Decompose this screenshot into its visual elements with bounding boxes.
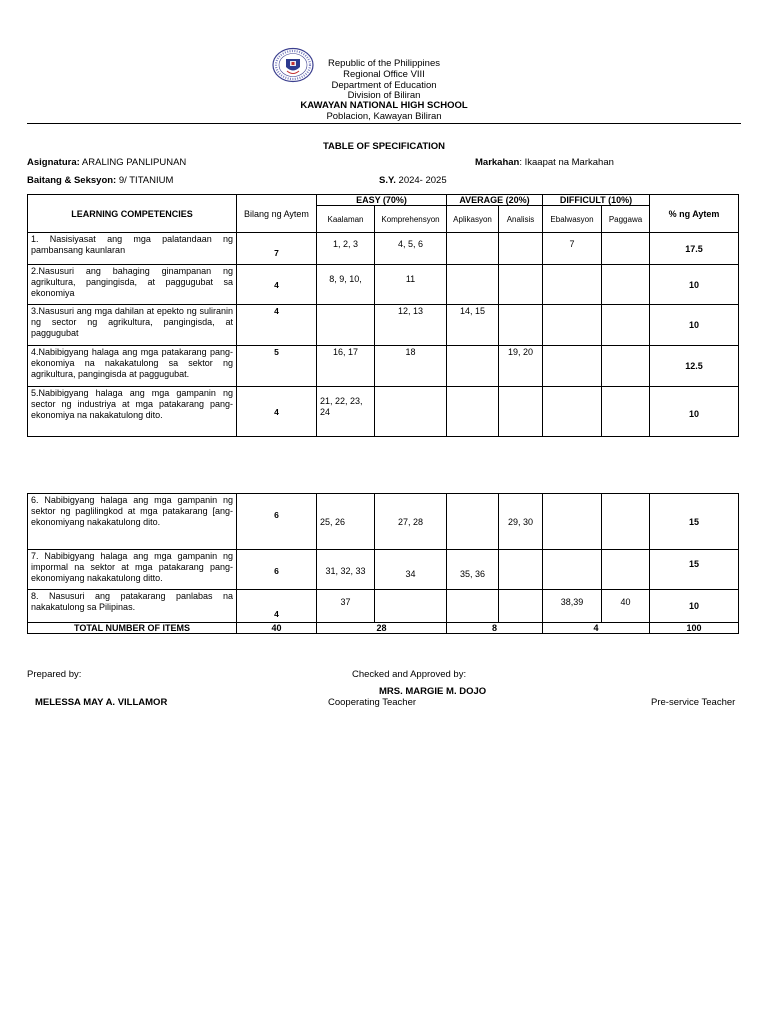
header-kaalaman: Kaalaman [317, 206, 375, 233]
paggawa-cell [602, 305, 650, 346]
komprehensyon-cell [375, 387, 447, 437]
total-difficult: 4 [543, 623, 650, 634]
ebalwasyon-cell [543, 550, 602, 590]
items-count: 4 [237, 387, 317, 437]
header-easy: EASY (70%) [317, 195, 447, 206]
analisis-cell [499, 387, 543, 437]
komprehensyon-cell: 27, 28 [375, 494, 447, 550]
ebalwasyon-cell: 7 [543, 233, 602, 265]
paggawa-cell [602, 387, 650, 437]
sy-value: 2024- 2025 [398, 175, 447, 186]
baitang-line [27, 175, 173, 186]
table-row [28, 590, 739, 623]
percent-cell: 15 [650, 494, 739, 550]
items-count: 6 [237, 494, 317, 550]
competency-text: 4.Nabibigyang halaga ang mga patakarang pang-ekonomiya na nakakatulong sa sektor ng agrikultura, pangingisda at paggugubat. [28, 346, 237, 387]
aplikasyon-cell [447, 346, 499, 387]
aplikasyon-cell [447, 494, 499, 550]
competency-text: 8. Nasusuri ang patakarang panlabas na nakakatulong sa Pilipinas. [28, 590, 237, 623]
items-count: 6 [237, 550, 317, 590]
competency-text: 6. Nabibigyang halaga ang mga gampanin ng sektor ng paglilingkod at mga patakarang [ang-ekonomiyang nakakatulong dito. [28, 494, 237, 550]
ebalwasyon-cell [543, 305, 602, 346]
paggawa-cell [602, 265, 650, 305]
specification-table-part-2 [27, 493, 739, 634]
school-year-line [379, 175, 447, 186]
kaalaman-cell: 8, 9, 10, [317, 265, 375, 305]
competency-text: 5.Nabibigyang halaga ang mga gampanin ng sector ng industriya at mga patakarang pang-ekonomiya na nakakatulong dito. [28, 387, 237, 437]
baitang-value: 9/ TITANIUM [118, 175, 174, 186]
paggawa-cell: 40 [602, 590, 650, 623]
total-easy: 28 [317, 623, 447, 634]
kaalaman-cell: 31, 32, 33 [317, 550, 375, 590]
items-count: 7 [237, 233, 317, 265]
table-row [28, 265, 739, 305]
table-row [28, 346, 739, 387]
header-percent-ng-aytem: % ng Aytem [650, 195, 739, 233]
approver-name: MRS. MARGIE M. DOJO [379, 686, 487, 697]
table-row [28, 387, 739, 437]
ebalwasyon-cell [543, 494, 602, 550]
competency-text: 3.Nasusuri ang mga dahilan at epekto ng suliranin ng sector ng agrikultura, pangingisda, at paggugubat [28, 305, 237, 346]
ebalwasyon-cell [543, 387, 602, 437]
aplikasyon-cell: 35, 36 [447, 550, 499, 590]
total-percent: 100 [650, 623, 739, 634]
markahan-value: : Ikaapat na Markahan [519, 157, 614, 168]
total-row [28, 623, 739, 634]
aplikasyon-cell [447, 233, 499, 265]
percent-cell: 10 [650, 590, 739, 623]
competency-text: 1. Nasisiyasat ang mga palatandaan ng pambansang kaunlaran [28, 233, 237, 265]
analisis-cell [499, 305, 543, 346]
komprehensyon-cell: 4, 5, 6 [375, 233, 447, 265]
analisis-cell [499, 550, 543, 590]
analisis-cell [499, 590, 543, 623]
competency-text: 7. Nabibigyang halaga ang mga gampanin ng impormal na sektor at mga patakarang pang-ekonomiyang nakakatulong ditto. [28, 550, 237, 590]
header-department: Department of Education [331, 80, 437, 91]
percent-cell: 10 [650, 387, 739, 437]
paggawa-cell [602, 346, 650, 387]
kaalaman-cell [317, 305, 375, 346]
paggawa-cell [602, 494, 650, 550]
header-analisis: Analisis [499, 206, 543, 233]
percent-cell: 15 [650, 550, 739, 590]
header-bilang-ng-aytem: Bilang ng Aytem [237, 195, 317, 233]
komprehensyon-cell [375, 590, 447, 623]
baitang-label: Baitang & Seksyon: [27, 175, 117, 186]
analisis-cell [499, 265, 543, 305]
aplikasyon-cell [447, 265, 499, 305]
aplikasyon-cell: 14, 15 [447, 305, 499, 346]
table-row [28, 233, 739, 265]
ebalwasyon-cell: 38,39 [543, 590, 602, 623]
header-difficult: DIFFICULT (10%) [543, 195, 650, 206]
items-count: 4 [237, 265, 317, 305]
table-row [28, 494, 739, 550]
preparer-name: MELESSA MAY A. VILLAMOR [35, 697, 168, 708]
asignatura-line [27, 157, 186, 168]
markahan-line [475, 157, 614, 168]
sy-label: S.Y. [379, 175, 396, 186]
header-republic: Republic of the Philippines [328, 58, 440, 69]
ebalwasyon-cell [543, 265, 602, 305]
header-division: Division of Biliran [347, 90, 421, 101]
header-average: AVERAGE (20%) [447, 195, 543, 206]
header-komprehensyon: Komprehensyon [375, 206, 447, 233]
analisis-cell [499, 233, 543, 265]
table-row [28, 305, 739, 346]
markahan-label: Markahan [475, 157, 520, 168]
analisis-cell: 19, 20 [499, 346, 543, 387]
header-region: Regional Office VIII [343, 69, 425, 80]
kaalaman-cell: 21, 22, 23, 24 [317, 387, 375, 437]
items-count: 4 [237, 590, 317, 623]
preparer-role: Pre-service Teacher [651, 697, 736, 708]
asignatura-value: ARALING PANLIPUNAN [81, 157, 187, 168]
komprehensyon-cell: 11 [375, 265, 447, 305]
paggawa-cell [602, 233, 650, 265]
komprehensyon-cell: 18 [375, 346, 447, 387]
percent-cell: 10 [650, 265, 739, 305]
total-label: TOTAL NUMBER OF ITEMS [28, 623, 237, 634]
percent-cell: 17.5 [650, 233, 739, 265]
komprehensyon-cell: 12, 13 [375, 305, 447, 346]
table-row [28, 550, 739, 590]
items-count: 4 [237, 305, 317, 346]
competency-text: 2.Nasusuri ang bahaging ginampanan ng agrikultura, pangingisda, at paggugubat sa ekonomiya [28, 265, 237, 305]
header-learning-competencies: LEARNING COMPETENCIES [28, 195, 237, 233]
specification-table-part-1 [27, 194, 739, 437]
kaalaman-cell: 16, 17 [317, 346, 375, 387]
asignatura-label: Asignatura: [27, 157, 80, 168]
header-aplikasyon: Aplikasyon [447, 206, 499, 233]
document-title: TABLE OF SPECIFICATION [322, 141, 446, 152]
analisis-cell: 29, 30 [499, 494, 543, 550]
prepared-by-label: Prepared by: [27, 669, 82, 680]
kaalaman-cell: 37 [317, 590, 375, 623]
percent-cell: 10 [650, 305, 739, 346]
total-average: 8 [447, 623, 543, 634]
header-ebalwasyon: Ebalwasyon [543, 206, 602, 233]
percent-cell: 12.5 [650, 346, 739, 387]
header-school-address: Poblacion, Kawayan Biliran [326, 111, 442, 122]
kaalaman-cell: 25, 26 [317, 494, 375, 550]
ebalwasyon-cell [543, 346, 602, 387]
kaalaman-cell: 1, 2, 3 [317, 233, 375, 265]
checked-by-label: Checked and Approved by: [352, 669, 467, 680]
items-count: 5 [237, 346, 317, 387]
header-school-name: KAWAYAN NATIONAL HIGH SCHOOL [300, 100, 468, 111]
total-items: 40 [237, 623, 317, 634]
approver-role: Cooperating Teacher [328, 697, 417, 708]
komprehensyon-cell: 34 [375, 550, 447, 590]
header-rule [27, 123, 741, 124]
aplikasyon-cell [447, 387, 499, 437]
header-paggawa: Paggawa [602, 206, 650, 233]
aplikasyon-cell [447, 590, 499, 623]
paggawa-cell [602, 550, 650, 590]
